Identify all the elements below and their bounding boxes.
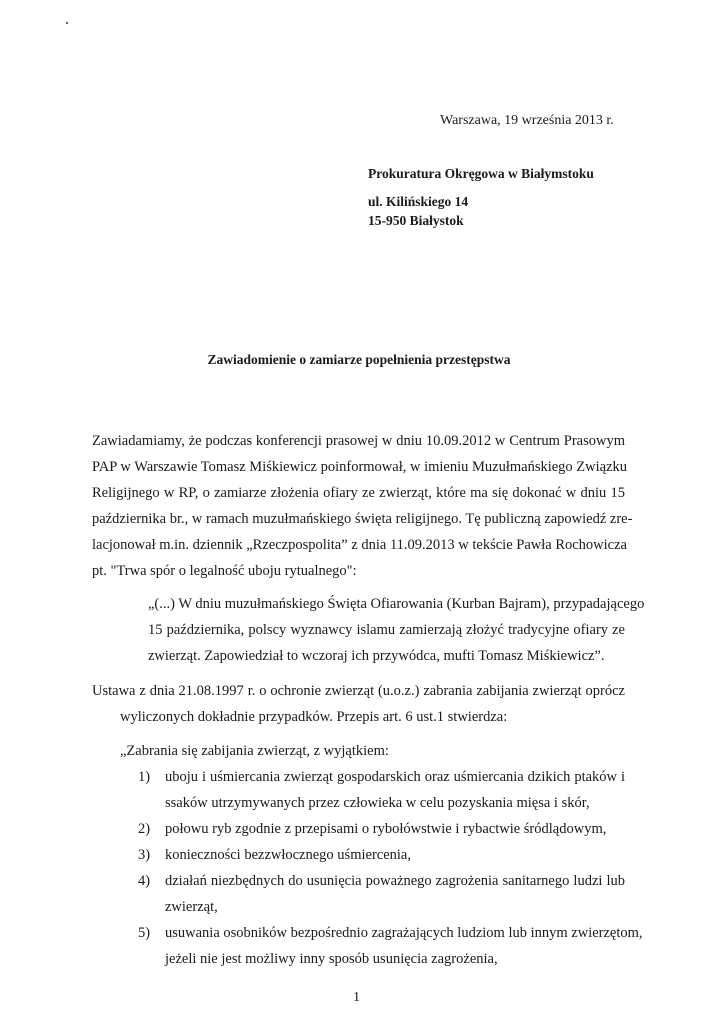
quote1-line: „(...) W dniu muzułmańskiego Święta Ofiarowania (Kurban Bajram), przypadającego (148, 596, 645, 612)
page-number: 1 (353, 990, 360, 1005)
list-item-line: działań niezbędnych do usunięcia poważnego zagrożenia sanitarnego ludzi lub (165, 873, 625, 889)
place-and-date: Warszawa, 19 września 2013 r. (440, 113, 614, 128)
paragraph2-line: wyliczonych dokładnie przypadków. Przepis art. 6 ust.1 stwierdza: (120, 709, 508, 725)
recipient-name: Prokuratura Okręgowa w Białymstoku (368, 166, 594, 181)
recipient-street: ul. Kilińskiego 14 (368, 194, 469, 209)
list-number: 1) (138, 769, 151, 785)
quote2-intro: „Zabrania się zabijania zwierząt, z wyjątkiem: (120, 743, 389, 759)
list-item-line: zwierząt, (165, 899, 218, 915)
quote1-line: zwierząt. Zapowiedział to wczoraj ich przywódca, mufti Tomasz Miśkiewicz”. (148, 648, 605, 664)
paragraph1-line: Religijnego w RP, o zamiarze złożenia ofiary ze zwierząt, które ma się dokonać w dniu 15 (92, 485, 625, 501)
recipient-city: 15-950 Białystok (368, 213, 464, 228)
list-item-line: konieczności bezzwłocznego uśmiercenia, (165, 847, 411, 863)
list-number: 3) (138, 847, 151, 863)
paragraph1-line: października br., w ramach muzułmańskiego święta religijnego. Tę publiczną zapowiedź zre- (92, 511, 633, 527)
paragraph1-line: Zawiadamiamy, że podczas konferencji prasowej w dniu 10.09.2012 w Centrum Prasowym (92, 433, 625, 449)
list-number: 5) (138, 925, 151, 941)
list-number: 2) (138, 821, 151, 837)
list-item-line: ssaków utrzymywanych przez człowieka w celu pozyskania mięsa i skór, (165, 795, 590, 811)
paragraph1-line: pt. "Trwa spór o legalność uboju rytualnego": (92, 563, 357, 579)
quote1-line: 15 października, polscy wyznawcy islamu zamierzają złożyć tradycyjne ofiary ze (148, 622, 625, 638)
paragraph2-line: Ustawa z dnia 21.08.1997 r. o ochronie zwierząt (u.o.z.) zabrania zabijania zwierząt oprócz (92, 683, 625, 699)
scan-speck (66, 22, 68, 24)
paragraph1-line: PAP w Warszawie Tomasz Miśkiewicz poinformował, w imieniu Muzułmańskiego Związku (92, 459, 628, 475)
list-item-line: usuwania osobników bezpośrednio zagrażających ludziom lub innym zwierzętom, (165, 925, 643, 941)
list-item-line: jeżeli nie jest możliwy inny sposób usunięcia zagrożenia, (165, 951, 498, 967)
list-number: 4) (138, 873, 151, 889)
paragraph1-line: lacjonował m.in. dziennik „Rzeczpospolita” z dnia 11.09.2013 w tekście Pawła Rochowicza (92, 537, 627, 553)
list-item-line: uboju i uśmiercania zwierząt gospodarskich oraz uśmiercania dzikich ptaków i (165, 769, 625, 785)
list-item-line: połowu ryb zgodnie z przepisami o rybołówstwie i rybactwie śródlądowym, (165, 821, 607, 837)
document-title: Zawiadomienie o zamiarze popełnienia przestępstwa (207, 352, 511, 367)
